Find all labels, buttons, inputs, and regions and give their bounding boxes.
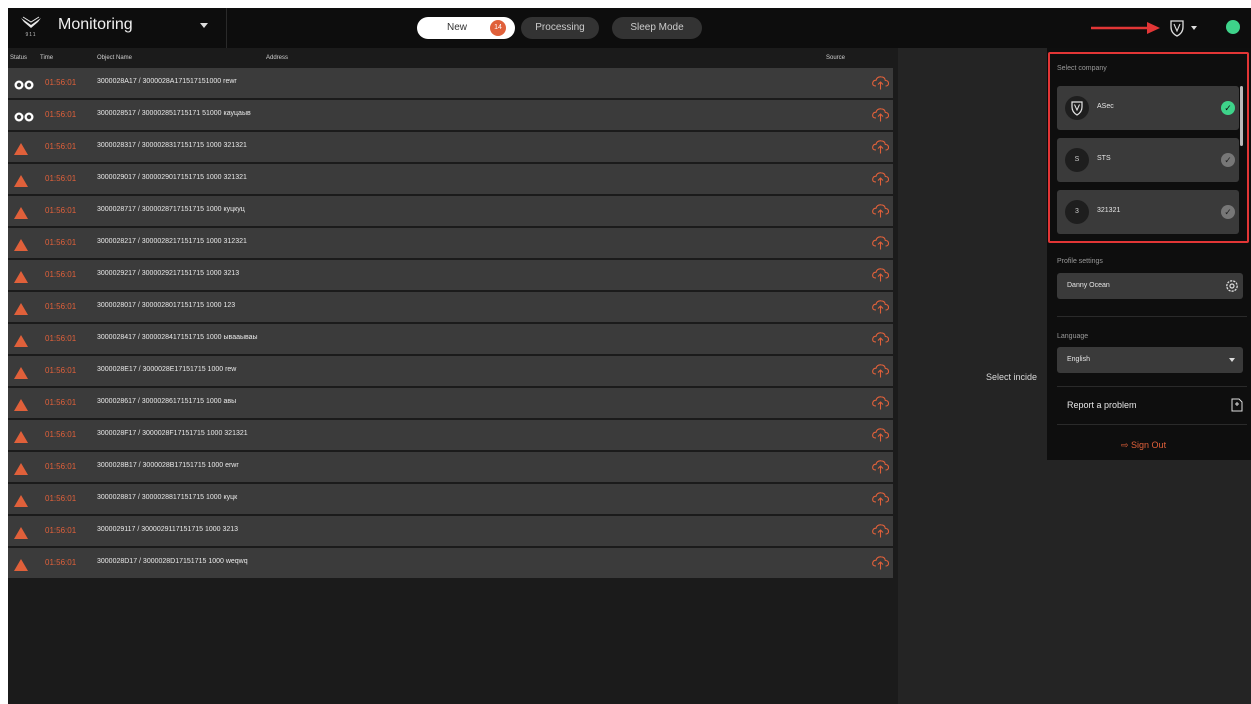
row-time: 01:56:01 [45, 558, 77, 567]
page-title: Monitoring [58, 16, 133, 33]
warning-icon [14, 558, 34, 570]
row-time: 01:56:01 [45, 174, 77, 183]
table-row[interactable] [8, 132, 893, 162]
warning-icon [14, 174, 34, 186]
table-header [8, 48, 893, 68]
cloud-upload-icon[interactable] [872, 108, 889, 122]
row-object-name: 3000028F17 / 3000028F17151715 1000 321321 [97, 430, 248, 437]
cloud-upload-icon[interactable] [872, 268, 889, 282]
check-circle-icon: ✓ [1221, 205, 1235, 219]
table-row[interactable] [8, 356, 893, 386]
top-bar [8, 8, 1251, 48]
company-name: 321321 [1097, 207, 1121, 214]
report-problem-link[interactable]: Report a problem [1067, 400, 1137, 410]
warning-icon [14, 366, 34, 378]
row-time: 01:56:01 [45, 494, 77, 503]
cloud-upload-icon[interactable] [872, 300, 889, 314]
chevron-down-icon[interactable] [200, 23, 208, 28]
cloud-upload-icon[interactable] [872, 428, 889, 442]
table-row[interactable] [8, 484, 893, 514]
company-avatar [1065, 96, 1089, 120]
language-value: English [1067, 356, 1090, 363]
column-status: Status [10, 55, 28, 61]
warning-icon [14, 430, 34, 442]
check-circle-icon: ✓ [1221, 101, 1235, 115]
divider [1057, 386, 1247, 387]
column-time: Time [40, 55, 54, 61]
cloud-upload-icon[interactable] [872, 204, 889, 218]
cloud-upload-icon[interactable] [872, 76, 889, 90]
annotation-arrow-icon [1091, 21, 1161, 35]
column-object-name: Object Name [97, 55, 133, 61]
warning-icon [14, 206, 34, 218]
tab-new-label: New [447, 22, 468, 33]
warning-icon [14, 398, 34, 410]
empty-detail-message: Select incide [986, 372, 1038, 382]
row-time: 01:56:01 [45, 270, 77, 279]
column-address: Address [266, 55, 289, 61]
eyes-icon [14, 110, 34, 122]
cloud-upload-icon[interactable] [872, 524, 889, 538]
row-time: 01:56:01 [45, 110, 77, 119]
row-object-name: 3000029217 / 3000029217151715 1000 3213 [97, 270, 240, 277]
table-row[interactable] [8, 100, 893, 130]
company-name: ASec [1097, 103, 1114, 110]
cloud-upload-icon[interactable] [872, 332, 889, 346]
table-row[interactable] [8, 260, 893, 290]
table-row[interactable] [8, 164, 893, 194]
online-status-indicator [1226, 20, 1240, 34]
eyes-icon [14, 78, 34, 90]
row-object-name: 3000028B17 / 3000028B17151715 1000 erwr [97, 462, 239, 469]
row-object-name: 3000029117 / 3000029117151715 1000 3213 [97, 526, 239, 533]
app-window [8, 8, 1251, 704]
row-object-name: 3000028817 / 3000028817151715 1000 куцк [97, 494, 238, 501]
language-label: Language [1057, 333, 1089, 340]
new-count-badge: 14 [490, 20, 506, 36]
row-object-name: 3000028317 / 3000028317151715 1000 321321 [97, 142, 247, 149]
divider [226, 8, 227, 48]
account-dropdown [1047, 48, 1251, 460]
company-card-321321[interactable] [1057, 190, 1239, 234]
table-row[interactable] [8, 228, 893, 258]
row-object-name: 3000028017 / 3000028017151715 1000 123 [97, 302, 236, 309]
shield-logo-icon [1065, 96, 1089, 120]
cloud-upload-icon[interactable] [872, 396, 889, 410]
cloud-upload-icon[interactable] [872, 460, 889, 474]
row-time: 01:56:01 [45, 78, 77, 87]
company-chevron-down-icon[interactable] [1191, 26, 1197, 30]
row-object-name: 3000028417 / 3000028417151715 1000 ывааываы [97, 334, 258, 341]
cloud-upload-icon[interactable] [872, 364, 889, 378]
company-name: STS [1097, 155, 1111, 162]
row-object-name: 3000028517 / 300002851715171 51000 кауцаыв [97, 110, 251, 117]
table-row[interactable] [8, 68, 893, 98]
row-object-name: 3000028E17 / 3000028E17151715 1000 rew [97, 366, 237, 373]
table-row[interactable] [8, 452, 893, 482]
table-row[interactable] [8, 324, 893, 354]
row-object-name: 3000028717 / 3000028717151715 1000 куцкуц [97, 206, 245, 213]
gear-icon[interactable] [1225, 279, 1239, 293]
warning-icon [14, 302, 34, 314]
table-row[interactable] [8, 292, 893, 322]
row-time: 01:56:01 [45, 142, 77, 151]
table-row[interactable] [8, 516, 893, 546]
language-select[interactable] [1057, 347, 1243, 373]
row-time: 01:56:01 [45, 462, 77, 471]
logo-text: 911 [25, 32, 37, 38]
row-time: 01:56:01 [45, 526, 77, 535]
report-document-icon[interactable] [1231, 398, 1243, 412]
sign-out-label: Sign Out [1131, 440, 1167, 450]
row-time: 01:56:01 [45, 430, 77, 439]
warning-icon [14, 334, 34, 346]
select-company-label: Select company [1057, 65, 1107, 72]
warning-icon [14, 494, 34, 506]
row-object-name: 3000028217 / 3000028217151715 1000 312321 [97, 238, 247, 245]
cloud-upload-icon[interactable] [872, 140, 889, 154]
cloud-upload-icon[interactable] [872, 172, 889, 186]
company-list-scrollbar[interactable] [1240, 86, 1243, 146]
company-avatar: S [1065, 148, 1089, 172]
row-time: 01:56:01 [45, 238, 77, 247]
cloud-upload-icon[interactable] [872, 556, 889, 570]
profile-settings-label: Profile settings [1057, 258, 1103, 265]
table-row[interactable] [8, 196, 893, 226]
cloud-upload-icon[interactable] [872, 236, 889, 250]
tab-new[interactable] [417, 17, 515, 39]
warning-icon [14, 462, 34, 474]
row-object-name: 3000028617 / 3000028617151715 1000 авы [97, 398, 237, 405]
row-time: 01:56:01 [45, 302, 77, 311]
sign-out-button[interactable] [1121, 440, 1166, 451]
cloud-upload-icon[interactable] [872, 492, 889, 506]
row-object-name: 3000029017 / 3000029017151715 1000 321321 [97, 174, 247, 181]
tab-processing[interactable]: Processing [521, 17, 599, 39]
column-source: Source [826, 55, 846, 61]
company-card-sts[interactable] [1057, 138, 1239, 182]
company-avatar: 3 [1065, 200, 1089, 224]
company-shield-icon[interactable] [1169, 19, 1185, 37]
company-card-asec[interactable] [1057, 86, 1239, 130]
divider [1057, 424, 1247, 425]
table-row[interactable] [8, 388, 893, 418]
sign-out-icon: ⇨ [1121, 440, 1132, 450]
row-time: 01:56:01 [45, 398, 77, 407]
chevron-down-icon [1229, 358, 1235, 362]
table-row[interactable] [8, 420, 893, 450]
warning-icon [14, 142, 34, 154]
tab-sleep-mode[interactable]: Sleep Mode [612, 17, 702, 39]
row-time: 01:56:01 [45, 334, 77, 343]
table-row[interactable] [8, 548, 893, 578]
row-time: 01:56:01 [45, 366, 77, 375]
row-object-name: 3000028A17 / 3000028A171517151000 rewr [97, 78, 237, 85]
profile-name: Danny Ocean [1067, 282, 1110, 289]
app-logo [16, 16, 46, 42]
divider [1057, 316, 1247, 317]
row-object-name: 3000028D17 / 3000028D17151715 1000 weqwq [97, 558, 248, 565]
check-circle-icon: ✓ [1221, 153, 1235, 167]
wings-logo-icon [20, 16, 42, 30]
profile-settings-field[interactable] [1057, 273, 1243, 299]
row-time: 01:56:01 [45, 206, 77, 215]
warning-icon [14, 238, 34, 250]
warning-icon [14, 270, 34, 282]
warning-icon [14, 526, 34, 538]
